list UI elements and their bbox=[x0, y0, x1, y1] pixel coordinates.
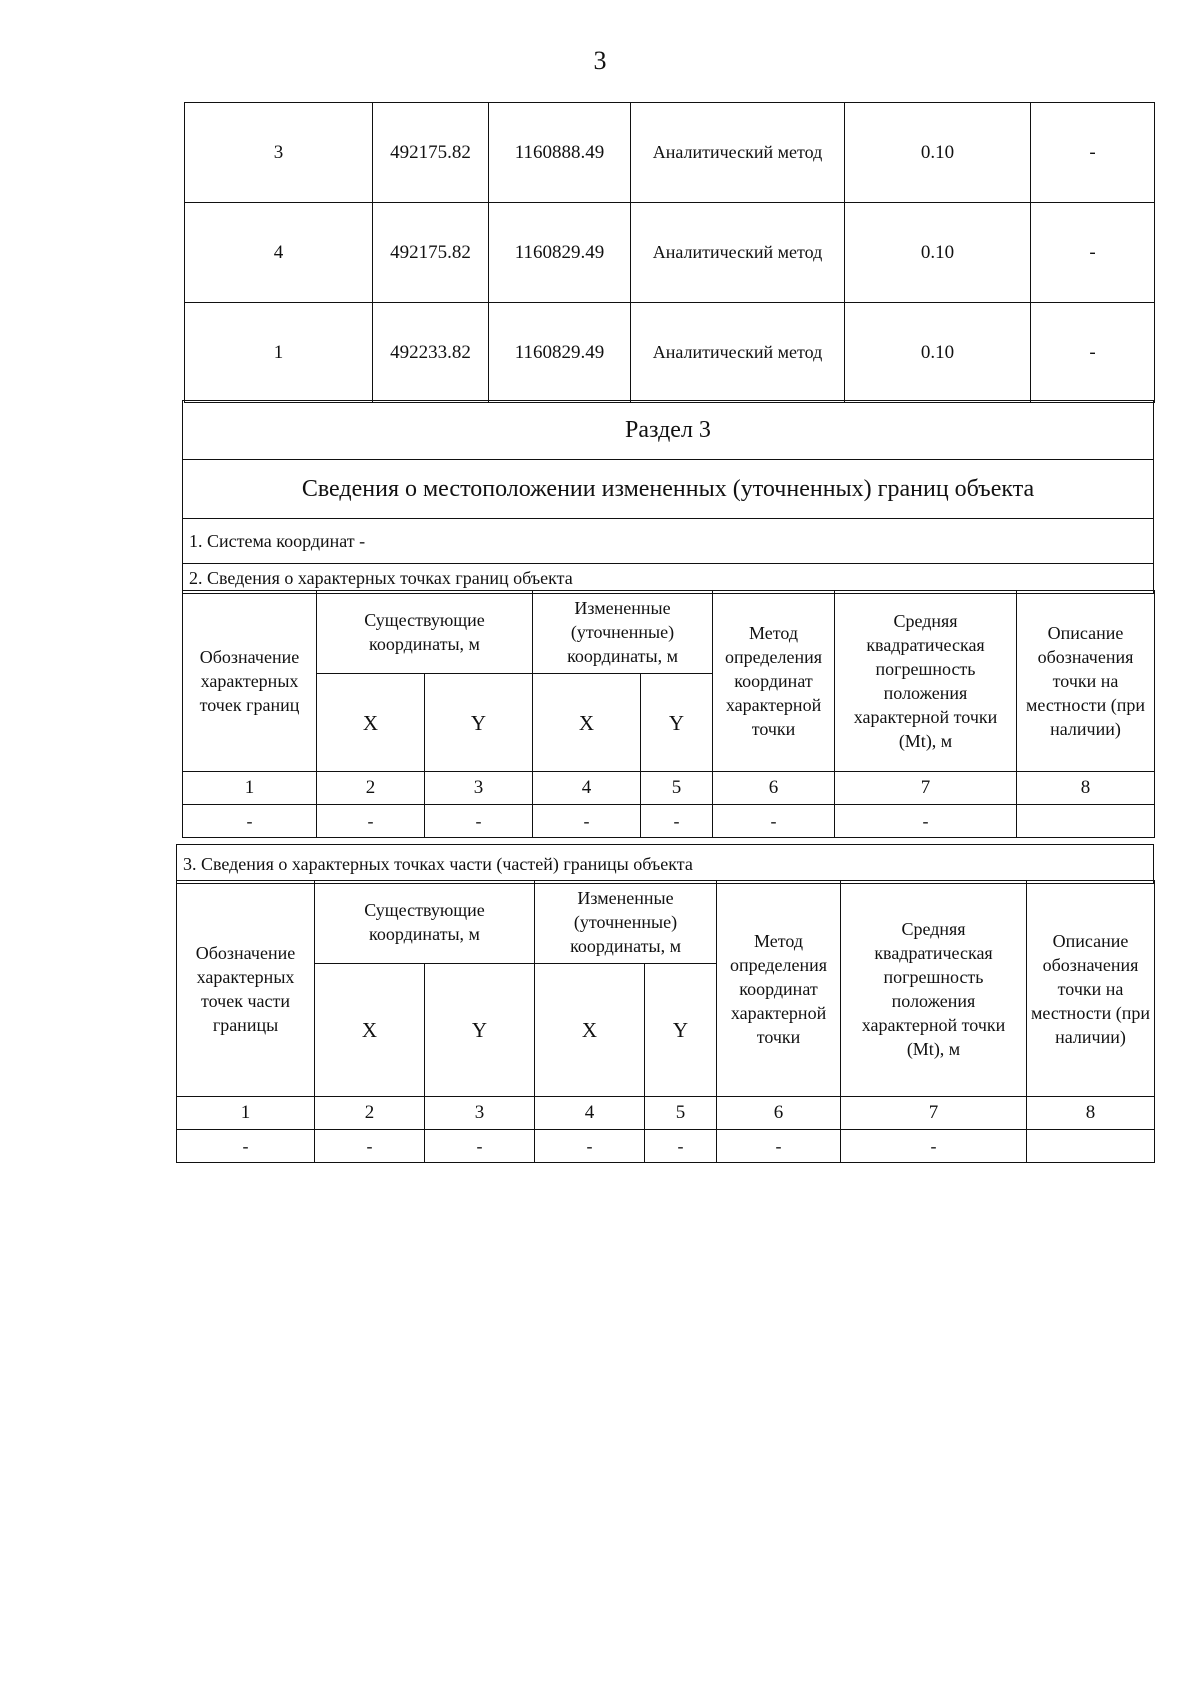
header-accuracy: Средняя квадратическая погрешность положения характерной точки (Mt), м bbox=[835, 591, 1017, 772]
table-row bbox=[183, 805, 1155, 838]
header-description: Описание обозначения точки на местности (при наличии) bbox=[1017, 591, 1155, 772]
page-number: 3 bbox=[593, 46, 607, 75]
column-number: 5 bbox=[645, 1097, 717, 1130]
accuracy-cell: 0.10 bbox=[845, 203, 1031, 303]
part-points-table bbox=[176, 880, 1155, 1163]
method-cell: Аналитический метод bbox=[631, 303, 845, 403]
header-x: X bbox=[317, 674, 425, 772]
header-designation: Обозначение характерных точек части границы bbox=[177, 881, 315, 1097]
table-row bbox=[177, 1130, 1155, 1163]
point-cell: 4 bbox=[185, 203, 373, 303]
points-section-title: 2. Сведения о характерных точках границ объекта bbox=[183, 564, 1154, 594]
y-cell: 1160829.49 bbox=[489, 303, 631, 403]
x-cell: 492233.82 bbox=[373, 303, 489, 403]
column-number: 2 bbox=[317, 772, 425, 805]
accuracy-cell: 0.10 bbox=[845, 303, 1031, 403]
data-cell: - bbox=[425, 1130, 535, 1163]
section-title: Раздел 3 bbox=[183, 401, 1154, 460]
description-cell: - bbox=[1031, 303, 1155, 403]
column-number: 8 bbox=[1027, 1097, 1155, 1130]
header-existing-coords: Существующие координаты, м bbox=[317, 591, 533, 674]
column-number: 2 bbox=[315, 1097, 425, 1130]
data-cell: - bbox=[841, 1130, 1027, 1163]
data-cell: - bbox=[645, 1130, 717, 1163]
point-cell: 3 bbox=[185, 103, 373, 203]
column-number: 6 bbox=[717, 1097, 841, 1130]
method-cell: Аналитический метод bbox=[631, 103, 845, 203]
column-number: 1 bbox=[177, 1097, 315, 1130]
data-cell: - bbox=[177, 1130, 315, 1163]
header-existing-coords: Существующие координаты, м bbox=[315, 881, 535, 964]
column-number: 4 bbox=[533, 772, 641, 805]
header-x: X bbox=[315, 964, 425, 1097]
data-cell: - bbox=[315, 1130, 425, 1163]
x-cell: 492175.82 bbox=[373, 103, 489, 203]
column-number: 3 bbox=[425, 772, 533, 805]
data-cell: - bbox=[641, 805, 713, 838]
header-y: Y bbox=[425, 964, 535, 1097]
header-y: Y bbox=[641, 674, 713, 772]
header-method: Метод определения координат характерной точки bbox=[713, 591, 835, 772]
header-y: Y bbox=[645, 964, 717, 1097]
point-cell: 1 bbox=[185, 303, 373, 403]
column-numbers-row bbox=[183, 772, 1155, 805]
column-number: 6 bbox=[713, 772, 835, 805]
column-number: 7 bbox=[835, 772, 1017, 805]
section-3-header bbox=[182, 400, 1154, 594]
column-numbers-row bbox=[177, 1097, 1155, 1130]
parts-section-title: 3. Сведения о характерных точках части (частей) границы объекта bbox=[177, 845, 1154, 884]
y-cell: 1160829.49 bbox=[489, 203, 631, 303]
header-changed-coords: Измененные (уточненные) координаты, м bbox=[533, 591, 713, 674]
header-designation: Обозначение характерных точек границ bbox=[183, 591, 317, 772]
column-number: 3 bbox=[425, 1097, 535, 1130]
table-row bbox=[185, 103, 1155, 203]
data-cell: - bbox=[535, 1130, 645, 1163]
data-cell bbox=[1027, 1130, 1155, 1163]
header-method: Метод определения координат характерной точки bbox=[717, 881, 841, 1097]
data-cell: - bbox=[717, 1130, 841, 1163]
data-cell: - bbox=[713, 805, 835, 838]
coordinate-system-line: 1. Система координат - bbox=[183, 519, 1154, 564]
header-x: X bbox=[535, 964, 645, 1097]
data-cell: - bbox=[317, 805, 425, 838]
header-description: Описание обозначения точки на местности (при наличии) bbox=[1027, 881, 1155, 1097]
coordinates-table bbox=[184, 102, 1155, 403]
data-cell: - bbox=[835, 805, 1017, 838]
column-number: 8 bbox=[1017, 772, 1155, 805]
y-cell: 1160888.49 bbox=[489, 103, 631, 203]
column-number: 4 bbox=[535, 1097, 645, 1130]
x-cell: 492175.82 bbox=[373, 203, 489, 303]
data-cell: - bbox=[183, 805, 317, 838]
description-cell: - bbox=[1031, 203, 1155, 303]
data-cell: - bbox=[533, 805, 641, 838]
method-cell: Аналитический метод bbox=[631, 203, 845, 303]
column-number: 7 bbox=[841, 1097, 1027, 1130]
section-subtitle: Сведения о местоположении измененных (уточненных) границ объекта bbox=[183, 460, 1154, 519]
header-changed-coords: Измененные (уточненные) координаты, м bbox=[535, 881, 717, 964]
header-accuracy: Средняя квадратическая погрешность положения характерной точки (Mt), м bbox=[841, 881, 1027, 1097]
column-number: 1 bbox=[183, 772, 317, 805]
header-y: Y bbox=[425, 674, 533, 772]
data-cell: - bbox=[425, 805, 533, 838]
boundary-points-table bbox=[182, 590, 1155, 838]
table-row bbox=[185, 303, 1155, 403]
accuracy-cell: 0.10 bbox=[845, 103, 1031, 203]
column-number: 5 bbox=[641, 772, 713, 805]
table-row bbox=[185, 203, 1155, 303]
data-cell bbox=[1017, 805, 1155, 838]
header-x: X bbox=[533, 674, 641, 772]
parts-section-title-wrapper bbox=[176, 844, 1154, 884]
description-cell: - bbox=[1031, 103, 1155, 203]
